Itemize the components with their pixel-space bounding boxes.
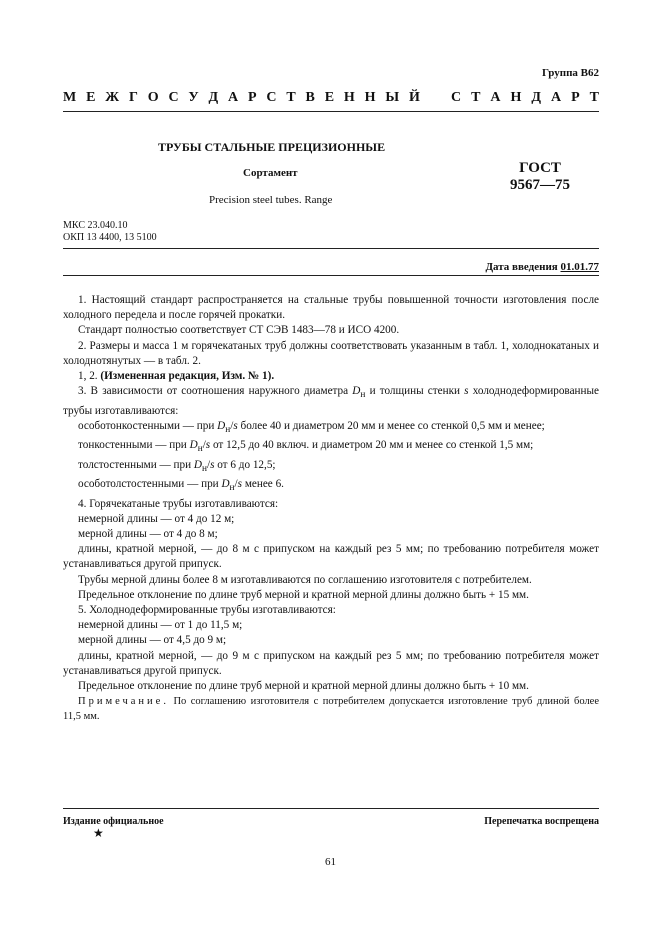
paragraph-2: Стандарт полностью соответствует СТ СЭВ 1483—78 и ИСО 4200.: [78, 324, 400, 337]
banner-letter: Д: [531, 90, 541, 105]
list-item: особотолстостенными — при $D_н/s$ менее 6.: [78, 478, 284, 494]
gost-number: 9567—75: [510, 177, 570, 193]
paragraph-4: 4. Горячекатаные трубы изготавливаются:: [78, 497, 279, 510]
banner-letter: Н: [510, 90, 522, 105]
banner-letter: С: [168, 90, 179, 105]
banner-letter: Ы: [385, 90, 400, 105]
banner-letter: Й: [408, 90, 420, 105]
amendment-bold: (Измененная редакция, Изм. № 1).: [100, 370, 275, 383]
banner-letter: С: [266, 90, 277, 105]
date-label: Дата введения: [485, 261, 558, 273]
introduction-date: [485, 261, 599, 273]
banner-letter: А: [490, 90, 501, 105]
list-item: мерной длины — от 4 до 8 м;: [78, 528, 218, 541]
banner-letter: Е: [324, 90, 335, 105]
amendment-note: 1, 2. (Измененная редакция, Изм. № 1).: [78, 370, 275, 383]
document-body: [63, 293, 599, 725]
group-code: Группа В62: [541, 67, 599, 79]
banner-letter: Е: [86, 90, 96, 105]
list-item: мерной длины — от 4,5 до 9 м;: [78, 634, 227, 647]
banner-letter: Ж: [105, 90, 120, 105]
paragraph-tolerance-hot: Предельное отклонение по длине труб мерной и кратной мерной длины должно быть + 15 мм.: [78, 588, 529, 601]
note-label: Примечание.: [78, 696, 169, 708]
english-title: Precision steel tubes. Range: [209, 194, 333, 206]
list-item: тонкостенными — при $D_н/s$ от 12,5 до 40 включ. и диаметром 20 мм и менее со стенкой 1,5 мм;: [78, 439, 534, 455]
banner-letter: С: [451, 90, 462, 105]
banner-letter: Д: [208, 90, 219, 105]
note-text: По соглашению изготовителя с потребителем допускается изготовление труб длиной более 11,5 мм.: [63, 696, 599, 723]
banner-letter: В: [305, 90, 315, 105]
paragraph-3: 2. Размеры и масса 1 м горячекатаных труб должны соответствовать указанным в табл. 1, холоднокатаных и холоднотянутых — в табл. 2.: [63, 339, 599, 367]
list-item: толстостенными — при $D_н/s$ от 6 до 12,5;: [78, 458, 276, 474]
classification-codes: [63, 220, 157, 244]
gost-designation: [510, 160, 570, 194]
list-item: немерной длины — от 1 до 11,5 м;: [78, 619, 243, 632]
paragraph-5: 5. Холоднодеформированные трубы изготавливаются:: [78, 604, 336, 617]
paragraph-measured-length: Трубы мерной длины более 8 м изготавливаются по соглашению изготовителя с потребителем.: [78, 573, 532, 586]
banner-letter: У: [188, 90, 199, 105]
document-subtitle: Сортамент: [243, 167, 298, 179]
paragraph-tolerance-cold: Предельное отклонение по длине труб мерной и кратной мерной длины должно быть + 10 мм.: [78, 680, 529, 693]
okp-code: ОКП 13 4400, 13 5100: [63, 232, 157, 243]
codes-rule: [63, 248, 599, 249]
banner-letter: М: [63, 90, 77, 105]
banner-letter: Р: [247, 90, 257, 105]
banner-letter: Г: [128, 90, 138, 105]
paragraph-3-classes: 3. В зависимости от соотношения наружного диаметра $D_н$ и толщины стенки s холоднодеформированные трубы изготавливаются:: [63, 385, 599, 417]
note: [63, 694, 599, 724]
banner-letter: О: [147, 90, 159, 105]
banner-word-standard: [451, 90, 599, 106]
paragraph-1: 1. Настоящий стандарт распространяется на стальные трубы повышенной точности изготовления после холодного передела и после горячей прокатки.: [63, 294, 599, 322]
list-item: немерной длины — от 4 до 12 м;: [78, 512, 235, 525]
footer-rule: [63, 808, 599, 809]
reprint-prohibited: Перепечатка воспрещена: [484, 816, 599, 827]
list-item: длины, кратной мерной, — до 9 м с припуском на каждый рез 5 мм; по требованию потребителя может устанавливаться другой припуск.: [63, 649, 599, 677]
banner-letter: Н: [364, 90, 376, 105]
mks-code: МКС 23.040.10: [63, 220, 128, 231]
banner-letter: А: [550, 90, 562, 105]
date-rule: [63, 275, 599, 276]
date-value: 01.01.77: [560, 261, 599, 273]
banner-letter: Т: [589, 90, 599, 105]
list-item: особотонкостенными — при $D_н/s$ более 40 и диаметром 20 мм и менее со стенкой 0,5 мм и менее;: [78, 419, 545, 436]
gost-label: ГОСТ: [519, 160, 561, 176]
banner-letter: Т: [471, 90, 481, 105]
list-item: длины, кратной мерной, — до 8 м с припуском на каждый рез 5 мм; по требованию потребителя может устанавливаться другой припуск.: [63, 543, 599, 571]
standard-banner: [63, 90, 599, 106]
official-edition: Издание официальное: [63, 816, 164, 827]
star-icon: ★: [93, 826, 104, 840]
banner-letter: Н: [343, 90, 355, 105]
page-number: 61: [325, 856, 336, 868]
banner-letter: Р: [571, 90, 580, 105]
header-rule: [63, 111, 599, 112]
document-title: ТРУБЫ СТАЛЬНЫЕ ПРЕЦИЗИОННЫЕ: [158, 140, 386, 154]
banner-word-interstate: [63, 90, 420, 106]
banner-letter: Т: [286, 90, 296, 105]
banner-letter: А: [228, 90, 239, 105]
